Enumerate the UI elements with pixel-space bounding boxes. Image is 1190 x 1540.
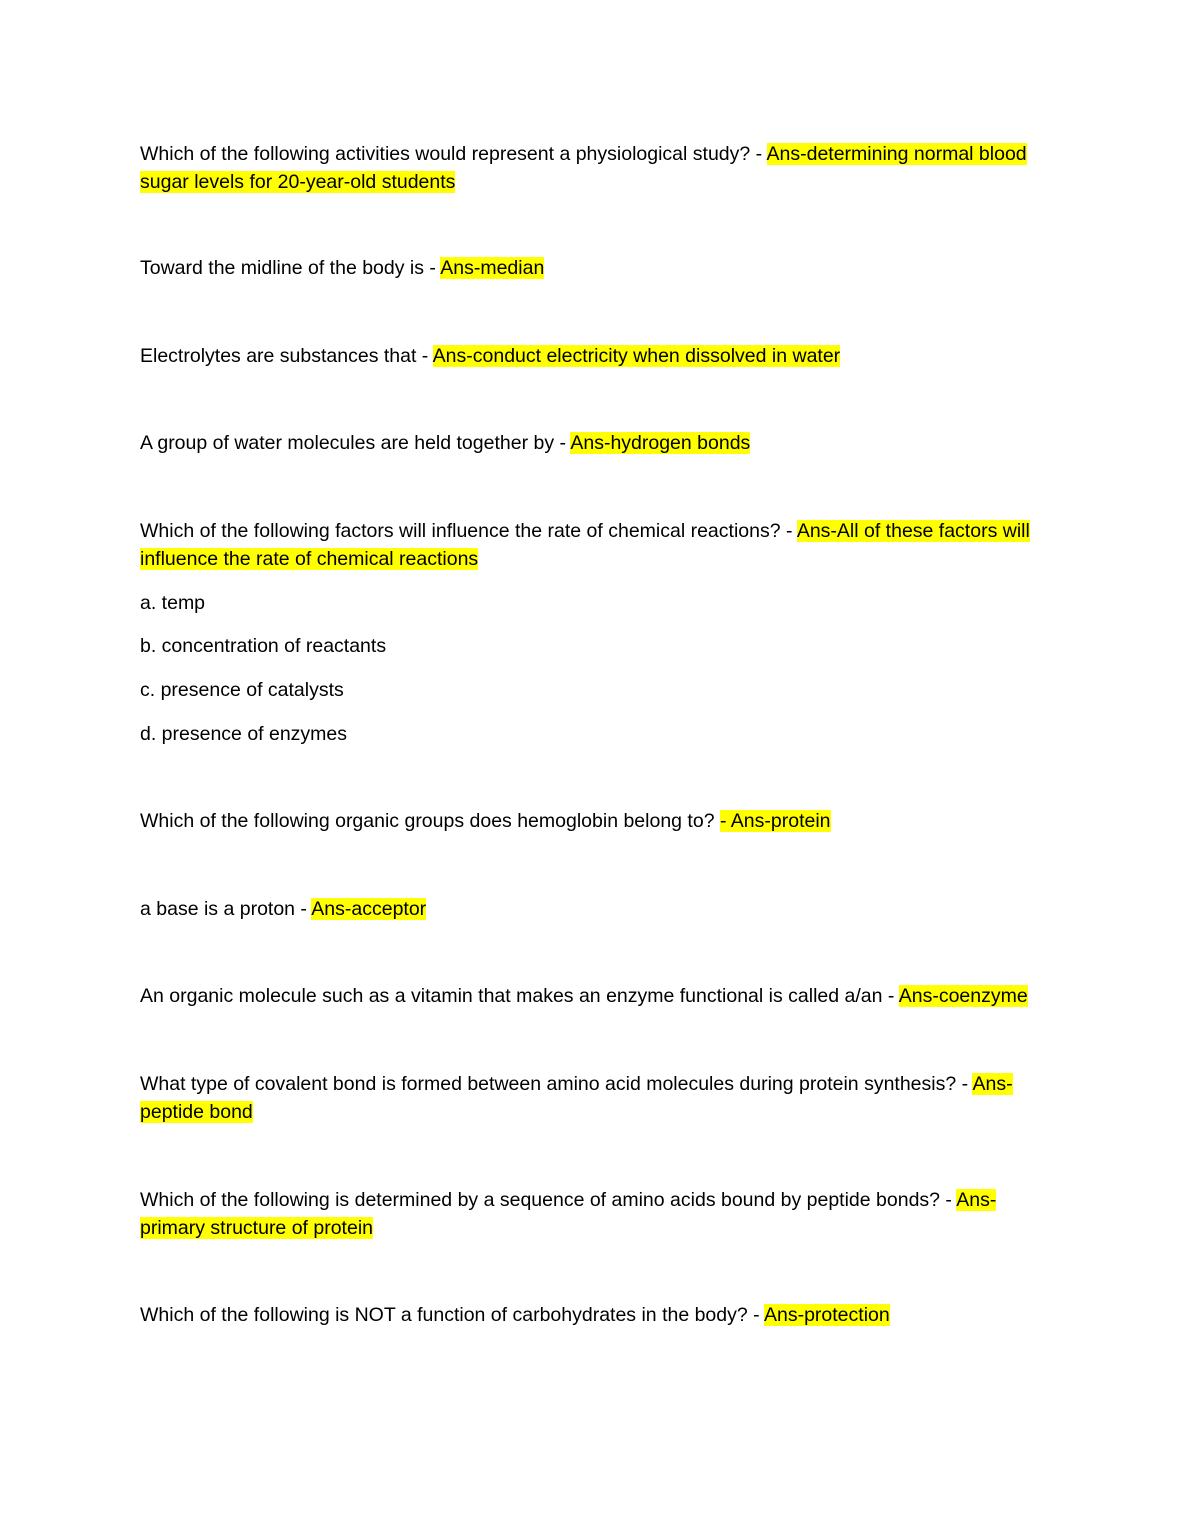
option-c: c. presence of catalysts (140, 679, 344, 701)
answer-highlight: Ans-primary structure of protein (140, 1189, 997, 1239)
option-d: d. presence of enzymes (140, 723, 348, 745)
question-text: Which of the following is NOT a function of carbohydrates in the body? - (140, 1304, 764, 1326)
question-text: Which of the following activities would represent a physiological study? - (140, 143, 767, 165)
answer-highlight: Ans-conduct electricity when dissolved in water (432, 345, 841, 367)
answer-highlight: Ans-determining normal blood sugar levels for 20-year-old students (140, 143, 1027, 193)
qa-item-11 (140, 1301, 1052, 1329)
answer-highlight: Ans-peptide bond (140, 1073, 1013, 1123)
option-a: a. temp (140, 592, 206, 614)
answer-highlight: Ans-hydrogen bonds (570, 432, 751, 454)
question-text: a base is a proton - (140, 898, 312, 920)
question-text: What type of covalent bond is formed between amino acid molecules during protein synthesis? - (140, 1073, 973, 1095)
answer-highlight: Ans-coenzyme (898, 985, 1028, 1007)
question-text: A group of water molecules are held together by - (140, 432, 571, 454)
qa-item-3 (140, 342, 1052, 370)
qa-item-6 (140, 807, 1052, 835)
answer-highlight: Ans-median (440, 257, 545, 279)
answer-highlight: Ans-All of these factors will influence the rate of chemical reactions (140, 520, 1030, 570)
answer-highlight: Ans-acceptor (311, 898, 427, 920)
option-b: b. concentration of reactants (140, 635, 387, 657)
qa-item-4 (140, 429, 1052, 457)
question-text: Toward the midline of the body is - (140, 257, 441, 279)
qa-item-8 (140, 982, 1052, 1010)
qa-item-1 (140, 140, 1052, 196)
answer-highlight: - Ans-protein (719, 810, 831, 832)
qa-item-5 (140, 517, 1052, 573)
question-text: Which of the following is determined by a sequence of amino acids bound by peptide bonds? - (140, 1189, 957, 1211)
qa-item-9 (140, 1070, 1040, 1126)
question-text: Electrolytes are substances that - (140, 345, 433, 367)
question-text: Which of the following organic groups does hemoglobin belong to? (140, 810, 720, 832)
answer-highlight: Ans-protection (763, 1304, 890, 1326)
qa-item-2 (140, 254, 1052, 282)
qa-item-7 (140, 895, 1052, 923)
question-text: An organic molecule such as a vitamin that makes an enzyme functional is called a/an - (140, 985, 899, 1007)
question-text: Which of the following factors will influence the rate of chemical reactions? - (140, 520, 797, 542)
qa-item-10 (140, 1186, 1020, 1242)
